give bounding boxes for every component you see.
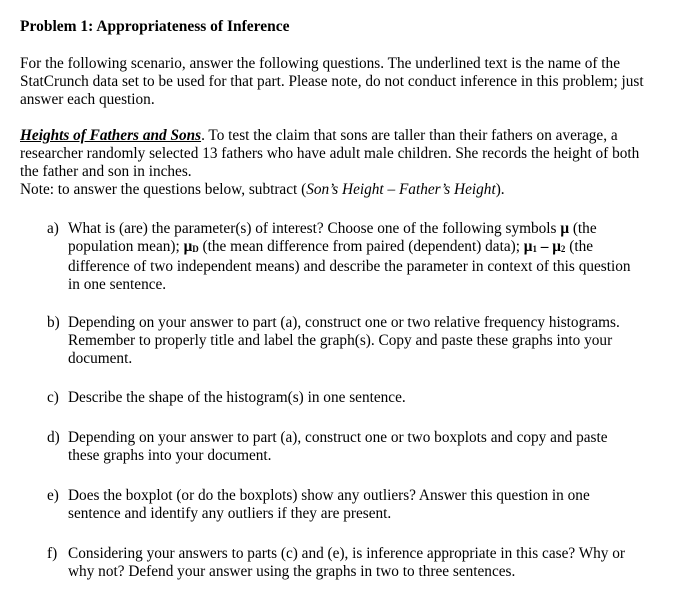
question-text: Depending on your answer to part (a), construct one or two relative frequency histograms. Remember to properly title and label the graph(s). Copy and paste these graphs into your document.: [68, 314, 620, 367]
question-text: Does the boxplot (or do the boxplots) show any outliers? Answer this question in one sentence and identify any outliers if they are present.: [68, 487, 590, 522]
problem-title: Problem 1: Appropriateness of Inference: [20, 18, 290, 35]
question-d: [47, 429, 637, 465]
question-e: [47, 487, 637, 523]
question-c: [47, 389, 637, 407]
dataset-name: Heights of Fathers and Sons: [20, 127, 202, 144]
question-b: [47, 314, 637, 368]
question-f: [47, 545, 637, 581]
question-label: f): [47, 545, 58, 562]
question-label: a): [47, 220, 59, 237]
question-a: [47, 220, 637, 294]
intro-paragraph: For the following scenario, answer the following questions. The underlined text is the name of the StatCrunch data set to be used for that part. Please note, do not conduct inference in this problem; just answer each question.: [20, 55, 644, 108]
question-label: d): [47, 429, 60, 446]
question-label: b): [47, 314, 60, 331]
question-text: Describe the shape of the histogram(s) in one sentence.: [68, 389, 406, 406]
question-text: Considering your answers to parts (c) and (e), is inference appropriate in this case? Why or why not? Defend your answer using the graphs in two to three sentences.: [68, 545, 626, 580]
note-formula: Son’s Height – Father’s Height: [306, 181, 496, 198]
note-suffix: ).: [495, 181, 505, 198]
question-text: Depending on your answer to part (a), construct one or two boxplots and copy and paste these graphs into your document.: [68, 429, 608, 464]
question-text: What is (are) the parameter(s) of interest? Choose one of the following symbols μ (the population mean); $\mu_D$ (the mean difference from paired (dependent) data); $\mu_1 - \mu_2$ (the difference of two independent means) and describe the parameter in context of this question in one sentence.: [68, 220, 631, 293]
scenario-paragraph: [20, 127, 650, 199]
question-label: e): [47, 487, 59, 504]
scenario-text: . To test the claim that sons are taller than their fathers on average, a researcher randomly selected 13 fathers who have adult male children. She records the height of both the father and son in inches.: [20, 127, 640, 180]
question-label: c): [47, 389, 59, 406]
note-prefix: Note: to answer the questions below, subtract (: [20, 181, 307, 198]
